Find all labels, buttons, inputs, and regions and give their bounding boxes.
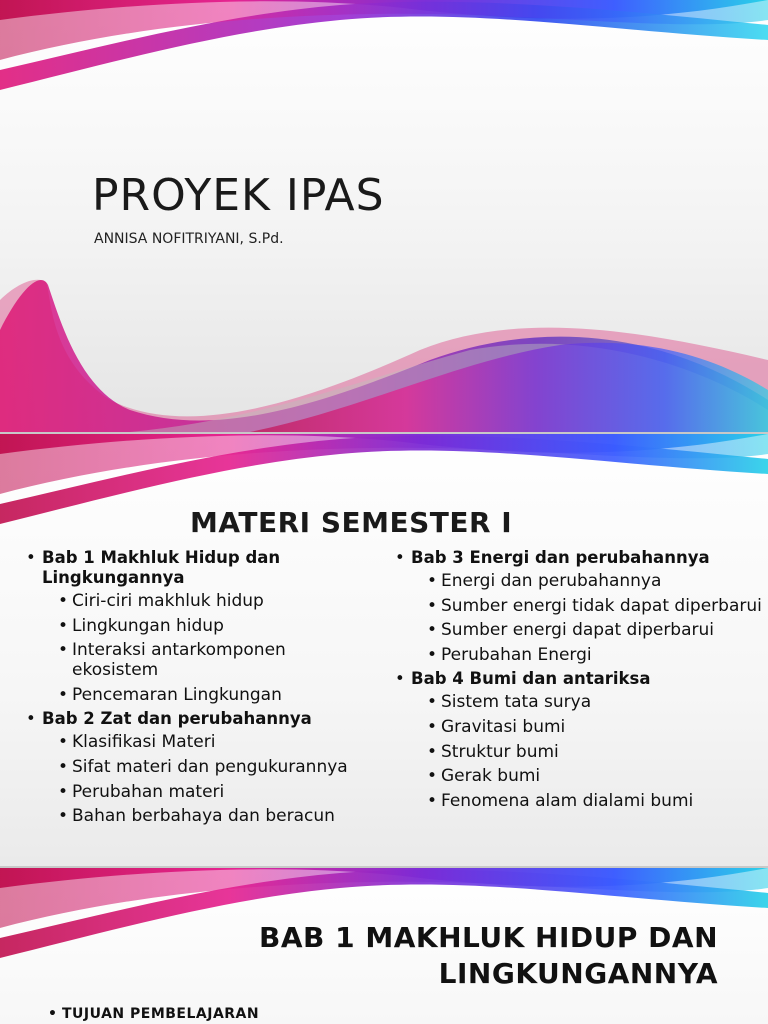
slide-materi (0, 434, 768, 866)
presentation-title: PROYEK IPAS (92, 170, 385, 221)
author-subtitle: ANNISA NOFITRIYANI, S.Pd. (94, 231, 284, 247)
list-item: • Lingkungan hidup (58, 616, 376, 636)
slide-title (0, 0, 768, 432)
list-item: • Sifat materi dan pengukurannya (58, 757, 376, 777)
slide-bab1 (0, 868, 768, 1024)
left-column (26, 548, 376, 831)
chapter-heading: • Bab 3 Energi dan perubahannya (395, 548, 765, 568)
chapter-heading: • Bab 4 Bumi dan antariksa (395, 669, 765, 689)
heading-line-2: LINGKUNGANNYA (438, 957, 718, 990)
list-item: • Sumber energi tidak dapat diperbarui (427, 596, 765, 616)
list-item: • Perubahan materi (58, 782, 376, 802)
list-item: • Gerak bumi (427, 766, 765, 786)
list-item: • Gravitasi bumi (427, 717, 765, 737)
list-item: • Klasifikasi Materi (58, 732, 376, 752)
right-column (395, 548, 765, 815)
chapter-topics (58, 732, 376, 826)
chapter-topics (427, 571, 765, 665)
list-item: • Fenomena alam dialami bumi (427, 791, 765, 811)
slide-heading (259, 920, 718, 992)
list-item: • Interaksi antarkomponen ekosistem (58, 640, 376, 680)
chapter-topics (427, 692, 765, 810)
list-item: • Sumber energi dapat diperbarui (427, 620, 765, 640)
slide-heading: MATERI SEMESTER I (190, 506, 513, 539)
list-item: • Struktur bumi (427, 742, 765, 762)
list-item: • Energi dan perubahannya (427, 571, 765, 591)
list-item: • Perubahan Energi (427, 645, 765, 665)
chapter-topics (58, 591, 376, 705)
heading-line-1: BAB 1 MAKHLUK HIDUP DAN (259, 921, 718, 954)
list-item: • Pencemaran Lingkungan (58, 685, 376, 705)
list-item: • Bahan berbahaya dan beracun (58, 806, 376, 826)
list-item: • Ciri-ciri makhluk hidup (58, 591, 376, 611)
bullet-item: • TUJUAN PEMBELAJARAN (48, 1006, 259, 1022)
list-item: • Sistem tata surya (427, 692, 765, 712)
chapter-heading: • Bab 1 Makhluk Hidup dan Lingkungannya (26, 548, 376, 588)
chapter-heading: • Bab 2 Zat dan perubahannya (26, 709, 376, 729)
